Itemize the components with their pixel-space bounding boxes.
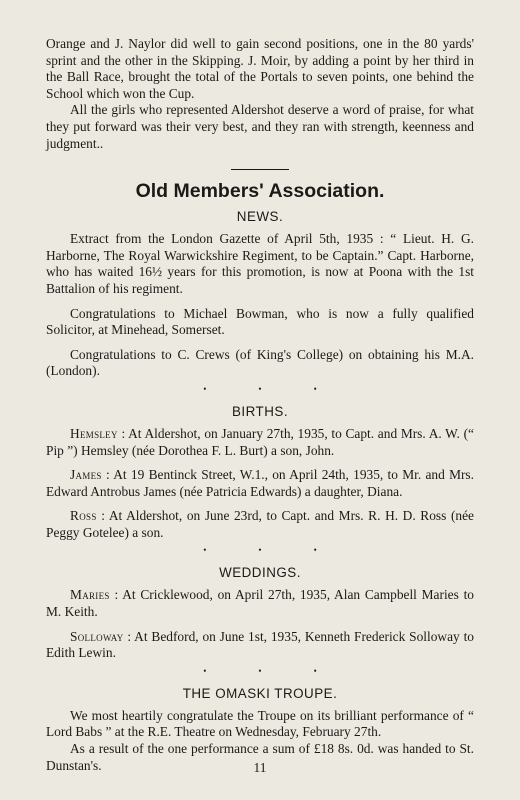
troupe-title: THE OMASKI TROUPE. (182, 685, 338, 701)
separator-stars (46, 666, 474, 676)
star-mark: • (313, 665, 317, 676)
star-mark: • (313, 383, 317, 394)
troupe-paragraph-2: As a result of the one performance a sum of £18 8s. 0d. was handed to St. Dunstan's. (46, 741, 474, 773)
birth-text: : At Aldershot, on January 27th, 1935, to Capt. and Mrs. A. W. (“ Pip ”) Hemsley (née Dorothea F. L. Burt) a son, John. (46, 425, 474, 458)
separator-stars (46, 545, 474, 555)
birth-entry (46, 467, 474, 500)
birth-text: : At 19 Bentinck Street, W.1., on April 24th, 1935, to Mr. and Mrs. Edward Antrobus James (née Patricia Edwards) a daughter, Diana. (46, 467, 474, 499)
wedding-text: : At Cricklewood, on April 27th, 1935, Alan Campbell Maries to M. Keith. (46, 587, 474, 620)
birth-entry (46, 508, 474, 541)
star-mark: • (313, 545, 317, 556)
news-item-gazette: Extract from the London Gazette of April 5th, 1935 : “ Lieut. H. G. Harborne, The Royal Warwickshire Regiment, to be Captain.” Capt. Harborne, who has waited 16½ years for this promotion, is now at Poona with the 1st Battalion of his regiment. (46, 231, 474, 296)
star-mark: • (258, 545, 262, 556)
news-item-crews: Congratulations to C. Crews (of King's College) on obtaining his M.A. (London). (46, 346, 474, 379)
birth-surname: James (70, 467, 102, 483)
section-heading: Old Members' Association. (135, 180, 385, 203)
star-mark: • (203, 665, 207, 676)
wedding-entry (46, 587, 474, 620)
news-title: NEWS. (236, 209, 284, 225)
birth-surname: Hemsley (70, 425, 118, 441)
wedding-text: : At Bedford, on June 1st, 1935, Kenneth Frederick Solloway to Edith Lewin. (46, 628, 474, 661)
section-divider (231, 169, 289, 170)
births-title: BIRTHS. (231, 403, 289, 419)
intro-paragraph-1: Orange and J. Naylor did well to gain second positions, one in the 80 yards' sprint and the other in the Skipping. J. Moir, by adding a point by her third in the Ball Race, brought the total of the Portals to seven points, one behind the School which won the Cup. (46, 36, 474, 101)
intro-paragraph-2: All the girls who represented Aldershot deserve a word of praise, for what they put forward was their very best, and they ran with strength, keenness and judgment.. (46, 102, 474, 151)
separator-stars (46, 384, 474, 394)
wedding-surname: Solloway (70, 628, 124, 644)
news-item-bowman: Congratulations to Michael Bowman, who is now a fully qualified Solicitor, at Minehead, Somerset. (46, 305, 474, 338)
star-mark: • (258, 383, 262, 394)
star-mark: • (203, 545, 207, 556)
star-mark: • (258, 665, 262, 676)
wedding-surname: Maries (70, 587, 110, 603)
troupe-paragraph-1: We most heartily congratulate the Troupe on its brilliant performance of “ Lord Babs ” at the R.E. Theatre on Wednesday, February 27th. (46, 707, 474, 740)
page-number: 11 (253, 760, 267, 775)
wedding-entry (46, 629, 474, 662)
birth-entry (46, 426, 474, 459)
star-mark: • (203, 383, 207, 394)
birth-text: : At Aldershot, on June 23rd, to Capt. and Mrs. R. H. D. Ross (née Peggy Gotelee) a son. (46, 508, 474, 540)
weddings-title: WEDDINGS. (219, 565, 301, 581)
birth-surname: Ross (70, 508, 97, 524)
